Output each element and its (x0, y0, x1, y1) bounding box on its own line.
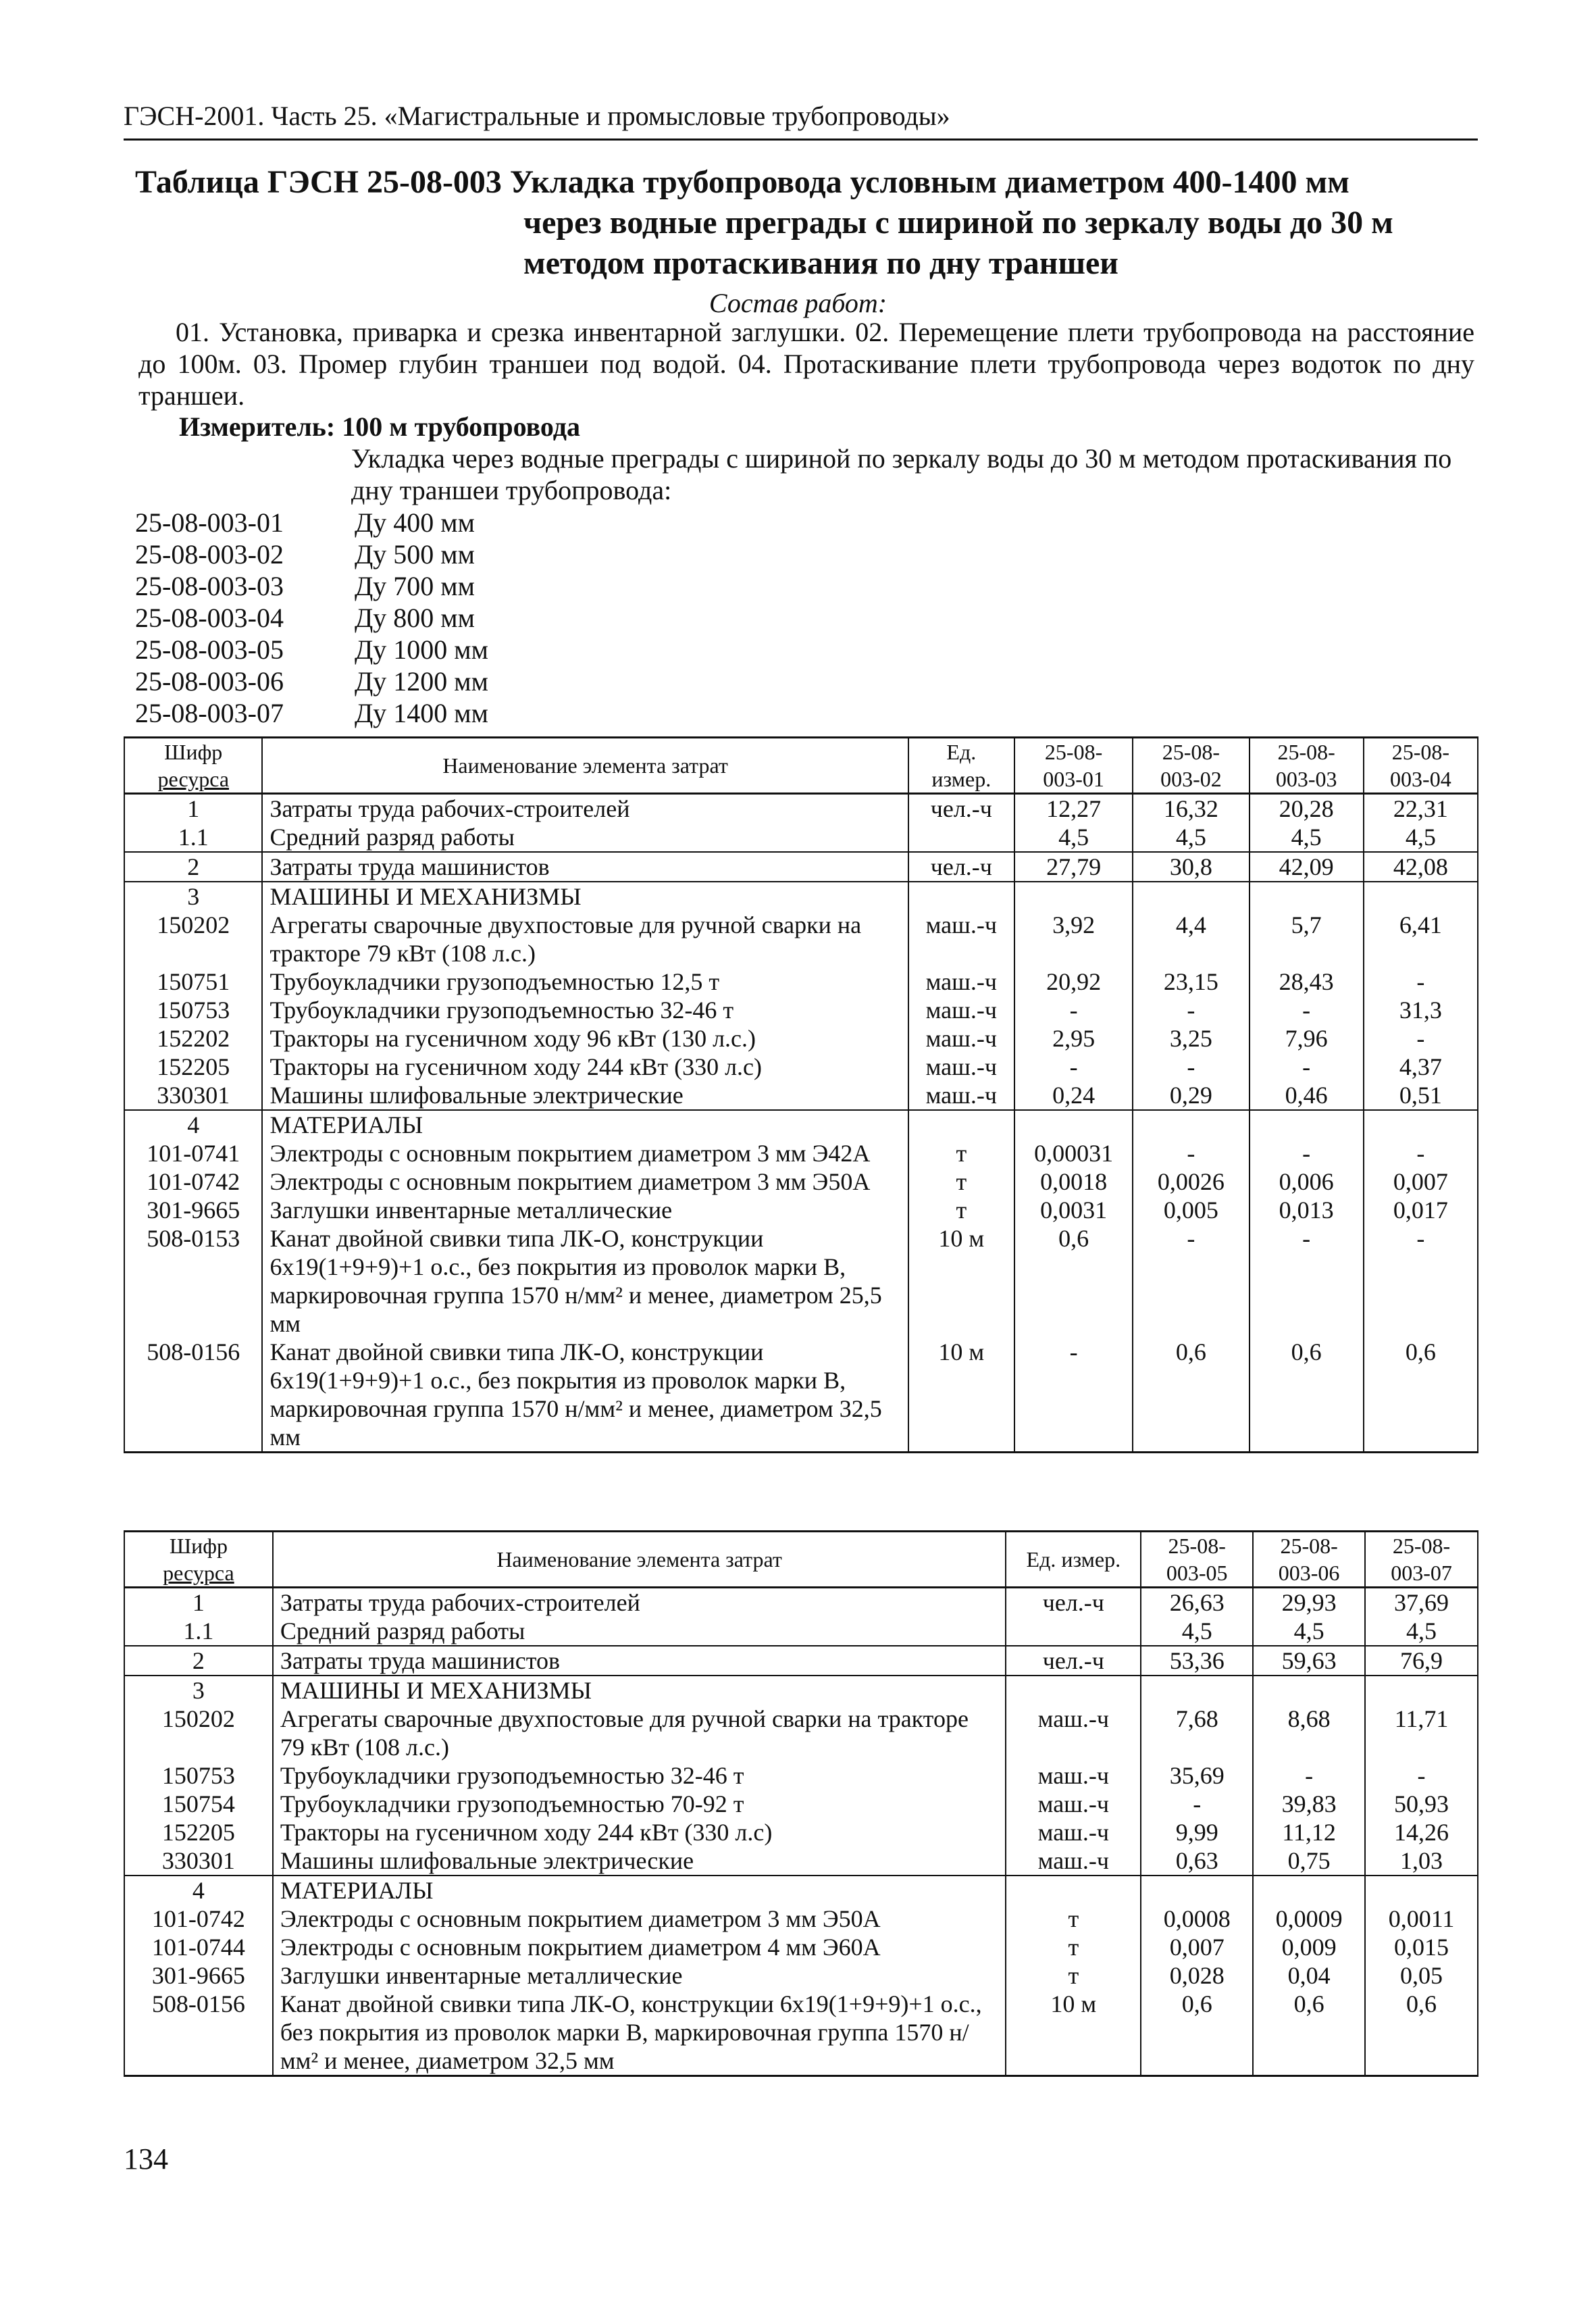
table-row (124, 1617, 1478, 1646)
code-description: Ду 500 мм (355, 539, 475, 570)
unit-cell: 10 м (1006, 1990, 1141, 2076)
title-line-1: Таблица ГЭСН 25-08-003 Укладка трубопровода условным диаметром 400-1400 мм (135, 164, 1349, 200)
value-cell: 0,05 (1365, 1961, 1478, 1990)
value-cell: 30,8 (1133, 852, 1249, 882)
cost-element-name: Канат двойной свивки типа ЛК-О, конструкции 6х19(1+9+9)+1 о.с., без покрытия из проволок марки В, маркировочная группа 1570 н/мм² и менее, диаметром 25,5 мм (262, 1224, 908, 1338)
cost-element-name: Электроды с основным покрытием диаметром 3 мм Э50А (273, 1905, 1006, 1933)
header-name: Наименование элемента затрат (273, 1532, 1006, 1588)
value-cell: 8,68 (1253, 1705, 1365, 1761)
measure-unit: Измеритель: 100 м трубопровода (179, 411, 580, 442)
table-row (124, 882, 1478, 911)
value-cell: - (1014, 996, 1133, 1024)
title-line-2: через водные преграды с шириной по зеркалу воды до 30 м (523, 205, 1393, 241)
value-cell: 4,5 (1253, 1617, 1365, 1646)
unit-cell: т (1006, 1933, 1141, 1961)
unit-cell: т (908, 1139, 1014, 1167)
table-row (124, 1905, 1478, 1933)
value-cell (1014, 1110, 1133, 1139)
resource-code: 152205 (124, 1053, 262, 1081)
cost-element-name: МАШИНЫ И МЕХАНИЗМЫ (262, 882, 908, 911)
value-cell (1365, 1676, 1478, 1705)
code-description: Ду 1200 мм (355, 666, 488, 697)
code-description: Ду 1400 мм (355, 698, 488, 728)
header-norm-code-bottom: 003-01 (1043, 767, 1104, 791)
table-row (124, 1081, 1478, 1110)
unit-cell (908, 882, 1014, 911)
value-cell: 59,63 (1253, 1646, 1365, 1676)
value-cell: 4,4 (1133, 911, 1249, 967)
value-cell: 0,0018 (1014, 1167, 1133, 1196)
unit-cell: т (908, 1167, 1014, 1196)
unit-cell: 10 м (908, 1224, 1014, 1338)
unit-cell: 10 м (908, 1338, 1014, 1453)
composition-label: Состав работ: (709, 288, 887, 318)
unit-cell: маш.-ч (908, 996, 1014, 1024)
value-cell: 37,69 (1365, 1588, 1478, 1617)
unit-cell: маш.-ч (908, 967, 1014, 996)
running-header: ГЭСН-2001. Часть 25. «Магистральные и промысловые трубопроводы» (124, 101, 950, 131)
value-cell: - (1364, 967, 1478, 996)
cost-element-name: Агрегаты сварочные двухпостовые для ручной сварки на тракторе 79 кВт (108 л.с.) (273, 1705, 1006, 1761)
header-norm-code (1141, 1532, 1253, 1588)
header-norm-code-top: 25-08- (1162, 740, 1220, 764)
cost-element-name: Затраты труда машинистов (273, 1646, 1006, 1676)
table-row (124, 852, 1478, 882)
code-number: 25-08-003-02 (135, 539, 284, 570)
value-cell: 0,24 (1014, 1081, 1133, 1110)
value-cell: 4,5 (1250, 823, 1364, 852)
value-cell: 16,32 (1133, 794, 1249, 824)
value-cell: 0,009 (1253, 1933, 1365, 1961)
value-cell: 0,6 (1250, 1338, 1364, 1453)
resource-code: 508-0156 (124, 1990, 273, 2076)
header-norm-code-top: 25-08- (1277, 740, 1335, 764)
resource-code: 150751 (124, 967, 262, 996)
resource-code: 150202 (124, 1705, 273, 1761)
value-cell: 29,93 (1253, 1588, 1365, 1617)
value-cell (1253, 1676, 1365, 1705)
unit-cell (908, 1110, 1014, 1139)
value-cell: 0,0008 (1141, 1905, 1253, 1933)
header-norm-code-top: 25-08- (1168, 1534, 1226, 1558)
value-cell: 27,79 (1014, 852, 1133, 882)
cost-element-name: Средний разряд работы (262, 823, 908, 852)
value-cell: 9,99 (1141, 1818, 1253, 1846)
value-cell: 4,5 (1014, 823, 1133, 852)
value-cell: 76,9 (1365, 1646, 1478, 1676)
header-norm-code-bottom: 003-06 (1278, 1561, 1340, 1585)
value-cell (1364, 882, 1478, 911)
value-cell: 0,6 (1365, 1990, 1478, 2076)
unit-cell: маш.-ч (908, 1053, 1014, 1081)
value-cell: 0,00031 (1014, 1139, 1133, 1167)
code-number: 25-08-003-06 (135, 666, 284, 697)
table-row (124, 1876, 1478, 1905)
table-row (124, 1224, 1478, 1338)
value-cell: 0,017 (1364, 1196, 1478, 1224)
value-cell: 0,04 (1253, 1961, 1365, 1990)
table-row (124, 1196, 1478, 1224)
page-number: 134 (124, 2142, 168, 2175)
header-unit: Ед. измер. (908, 738, 1014, 794)
value-cell (1365, 1876, 1478, 1905)
resource-code: 152202 (124, 1024, 262, 1053)
header-norm-code-top: 25-08- (1391, 740, 1450, 764)
table-row (124, 1990, 1478, 2076)
work-composition-text: 01. Установка, приварка и срезка инвентарной заглушки. 02. Перемещение плети трубопровода на расстояние до 100м. 03. Промер глубин траншеи под водой. 04. Протаскивание плети трубопровода через водоток по дну траншеи. (138, 317, 1474, 411)
value-cell: 50,93 (1365, 1790, 1478, 1818)
value-cell: 0,007 (1364, 1167, 1478, 1196)
header-norm-code (1365, 1532, 1478, 1588)
value-cell: 39,83 (1253, 1790, 1365, 1818)
value-cell: 0,6 (1253, 1990, 1365, 2076)
unit-cell: маш.-ч (908, 1081, 1014, 1110)
code-number: 25-08-003-01 (135, 507, 284, 538)
cost-element-name: Электроды с основным покрытием диаметром 4 мм Э60А (273, 1933, 1006, 1961)
value-cell: 0,29 (1133, 1081, 1249, 1110)
value-cell: 3,92 (1014, 911, 1133, 967)
cost-element-name: Канат двойной свивки типа ЛК-О, конструкции 6х19(1+9+9)+1 о.с., без покрытия из проволок марки В, маркировочная группа 1570 н/мм² и менее, диаметром 32,5 мм (262, 1338, 908, 1453)
value-cell: 4,5 (1133, 823, 1249, 852)
header-norm-code (1014, 738, 1133, 794)
value-cell: 23,15 (1133, 967, 1249, 996)
header-norm-code-bottom: 003-03 (1275, 767, 1337, 791)
value-cell: 4,5 (1365, 1617, 1478, 1646)
cost-element-name: Трубоукладчики грузоподъемностью 70-92 т (273, 1790, 1006, 1818)
resource-code: 1.1 (124, 1617, 273, 1646)
unit-cell: маш.-ч (1006, 1761, 1141, 1790)
header-norm-code-bottom: 003-02 (1160, 767, 1222, 791)
header-norm-code (1133, 738, 1249, 794)
cost-element-name: МАТЕРИАЛЫ (262, 1110, 908, 1139)
code-description: Ду 800 мм (355, 603, 475, 633)
cost-element-name: Затраты труда рабочих-строителей (262, 794, 908, 824)
table-row (124, 1790, 1478, 1818)
value-cell: 53,36 (1141, 1646, 1253, 1676)
value-cell: - (1250, 1053, 1364, 1081)
resource-code: 150753 (124, 1761, 273, 1790)
norms-table-1 (124, 736, 1478, 1453)
value-cell: - (1250, 1224, 1364, 1338)
unit-cell (1006, 1876, 1141, 1905)
table-row (124, 1053, 1478, 1081)
value-cell: 4,5 (1364, 823, 1478, 852)
table-row (124, 1705, 1478, 1761)
header-norm-code-bottom: 003-05 (1166, 1561, 1228, 1585)
unit-cell: т (1006, 1961, 1141, 1990)
header-norm-code-top: 25-08- (1280, 1534, 1338, 1558)
table-row (124, 996, 1478, 1024)
resource-code: 101-0742 (124, 1167, 262, 1196)
value-cell: 0,0009 (1253, 1905, 1365, 1933)
cost-element-name: Тракторы на гусеничном ходу 96 кВт (130 л.с.) (262, 1024, 908, 1053)
value-cell: 0,46 (1250, 1081, 1364, 1110)
table-row (124, 1761, 1478, 1790)
code-list-item (135, 570, 488, 602)
value-cell: - (1014, 1053, 1133, 1081)
cost-element-name: Электроды с основным покрытием диаметром 3 мм Э50А (262, 1167, 908, 1196)
value-cell: 22,31 (1364, 794, 1478, 824)
value-cell: 0,0031 (1014, 1196, 1133, 1224)
cost-element-name: Трубоукладчики грузоподъемностью 32-46 т (262, 996, 908, 1024)
table-row (124, 1646, 1478, 1676)
table-row (124, 1338, 1478, 1453)
value-cell: 4,5 (1141, 1617, 1253, 1646)
unit-cell (1006, 1617, 1141, 1646)
unit-cell: маш.-ч (908, 1024, 1014, 1053)
unit-cell (1006, 1676, 1141, 1705)
value-cell: 7,96 (1250, 1024, 1364, 1053)
value-cell (1250, 882, 1364, 911)
unit-cell: маш.-ч (1006, 1705, 1141, 1761)
table-row (124, 1167, 1478, 1196)
code-list-item (135, 634, 488, 665)
code-number: 25-08-003-04 (135, 603, 284, 633)
value-cell: 42,09 (1250, 852, 1364, 882)
unit-cell: маш.-ч (1006, 1790, 1141, 1818)
cost-element-name: Средний разряд работы (273, 1617, 1006, 1646)
table-row (124, 1676, 1478, 1705)
value-cell: 0,51 (1364, 1081, 1478, 1110)
value-cell: 0,0026 (1133, 1167, 1249, 1196)
unit-cell: маш.-ч (908, 911, 1014, 967)
cost-element-name: Заглушки инвентарные металлические (273, 1961, 1006, 1990)
table-row (124, 1139, 1478, 1167)
resource-code: 4 (124, 1876, 273, 1905)
value-cell (1250, 1110, 1364, 1139)
unit-cell: чел.-ч (908, 794, 1014, 824)
value-cell: 12,27 (1014, 794, 1133, 824)
value-cell (1133, 1110, 1249, 1139)
cost-element-name: Тракторы на гусеничном ходу 244 кВт (330 л.с) (273, 1818, 1006, 1846)
value-cell: 11,12 (1253, 1818, 1365, 1846)
cost-element-name: Трубоукладчики грузоподъемностью 32-46 т (273, 1761, 1006, 1790)
cost-element-name: Агрегаты сварочные двухпостовые для ручной сварки на тракторе 79 кВт (108 л.с.) (262, 911, 908, 967)
resource-code: 508-0156 (124, 1338, 262, 1453)
resource-code: 101-0741 (124, 1139, 262, 1167)
header-code (124, 1532, 273, 1588)
value-cell: - (1133, 996, 1249, 1024)
value-cell: - (1364, 1224, 1478, 1338)
header-norm-code-bottom: 003-04 (1390, 767, 1451, 791)
code-description: Ду 1000 мм (355, 634, 488, 665)
code-number: 25-08-003-05 (135, 634, 284, 665)
value-cell: 0,75 (1253, 1846, 1365, 1876)
value-cell (1364, 1110, 1478, 1139)
code-number: 25-08-003-07 (135, 698, 284, 728)
value-cell: 20,28 (1250, 794, 1364, 824)
value-cell (1141, 1676, 1253, 1705)
table-title (135, 162, 1479, 284)
value-cell: 3,25 (1133, 1024, 1249, 1053)
value-cell: - (1365, 1761, 1478, 1790)
title-line-3: методом протаскивания по дну траншеи (523, 245, 1118, 281)
resource-code: 301-9665 (124, 1196, 262, 1224)
cost-element-name: Заглушки инвентарные металлические (262, 1196, 908, 1224)
value-cell: - (1133, 1224, 1249, 1338)
code-description: Ду 700 мм (355, 571, 475, 601)
table-row (124, 794, 1478, 824)
value-cell: 0,005 (1133, 1196, 1249, 1224)
cost-element-name: Трубоукладчики грузоподъемностью 12,5 т (262, 967, 908, 996)
value-cell: 0,6 (1133, 1338, 1249, 1453)
cost-element-name: Машины шлифовальные электрические (262, 1081, 908, 1110)
table-row (124, 1588, 1478, 1617)
header-code-top: Шифр (169, 1534, 228, 1558)
value-cell: 6,41 (1364, 911, 1478, 967)
value-cell: 20,92 (1014, 967, 1133, 996)
code-list-item (135, 697, 488, 729)
resource-code: 508-0153 (124, 1224, 262, 1338)
value-cell: - (1133, 1053, 1249, 1081)
value-cell: 0,006 (1250, 1167, 1364, 1196)
header-norm-code (1250, 738, 1364, 794)
header-norm-code (1364, 738, 1478, 794)
value-cell: 1,03 (1365, 1846, 1478, 1876)
resource-code: 1.1 (124, 823, 262, 852)
resource-code: 150202 (124, 911, 262, 967)
code-number: 25-08-003-03 (135, 571, 284, 601)
resource-code: 150753 (124, 996, 262, 1024)
cost-element-name: Машины шлифовальные электрические (273, 1846, 1006, 1876)
value-cell (1014, 882, 1133, 911)
value-cell: 42,08 (1364, 852, 1478, 882)
value-cell (1253, 1876, 1365, 1905)
value-cell: 0,015 (1365, 1933, 1478, 1961)
value-cell: 11,71 (1365, 1705, 1478, 1761)
value-cell: 0,6 (1364, 1338, 1478, 1453)
value-cell: - (1364, 1024, 1478, 1053)
value-cell: 14,26 (1365, 1818, 1478, 1846)
value-cell: 7,68 (1141, 1705, 1253, 1761)
resource-code: 4 (124, 1110, 262, 1139)
header-code-top: Шифр (164, 740, 223, 764)
header-unit: Ед. измер. (1006, 1532, 1141, 1588)
code-list-item (135, 507, 488, 538)
value-cell: 0,013 (1250, 1196, 1364, 1224)
table-row (124, 1961, 1478, 1990)
header-norm-code-bottom: 003-07 (1391, 1561, 1452, 1585)
resource-code: 101-0744 (124, 1933, 273, 1961)
header-code-bottom: ресурса (157, 767, 230, 791)
header-norm-code-top: 25-08- (1044, 740, 1103, 764)
header-code-bottom: ресурса (163, 1561, 234, 1585)
resource-code: 301-9665 (124, 1961, 273, 1990)
resource-code: 3 (124, 882, 262, 911)
unit-cell: чел.-ч (908, 852, 1014, 882)
unit-cell: т (908, 1196, 1014, 1224)
cost-element-name: Канат двойной свивки типа ЛК-О, конструкции 6х19(1+9+9)+1 о.с., без покрытия из проволок марки В, маркировочная группа 1570 н/мм² и менее, диаметром 32,5 мм (273, 1990, 1006, 2076)
unit-cell: маш.-ч (1006, 1846, 1141, 1876)
table-row (124, 1846, 1478, 1876)
value-cell: - (1014, 1338, 1133, 1453)
value-cell: 0,63 (1141, 1846, 1253, 1876)
value-cell: 0,0011 (1365, 1905, 1478, 1933)
resource-code: 2 (124, 852, 262, 882)
value-cell: - (1141, 1790, 1253, 1818)
value-cell: 35,69 (1141, 1761, 1253, 1790)
value-cell: 26,63 (1141, 1588, 1253, 1617)
code-list-item (135, 602, 488, 634)
value-cell: 5,7 (1250, 911, 1364, 967)
table-row (124, 823, 1478, 852)
cost-element-name: Затраты труда машинистов (262, 852, 908, 882)
resource-code: 150754 (124, 1790, 273, 1818)
table-row (124, 1024, 1478, 1053)
value-cell: - (1250, 996, 1364, 1024)
value-cell: 0,007 (1141, 1933, 1253, 1961)
resource-code: 330301 (124, 1081, 262, 1110)
cost-element-name: Затраты труда рабочих-строителей (273, 1588, 1006, 1617)
header-rule (124, 139, 1478, 141)
value-cell: - (1133, 1139, 1249, 1167)
value-cell: - (1250, 1139, 1364, 1167)
resource-code: 1 (124, 1588, 273, 1617)
resource-code: 101-0742 (124, 1905, 273, 1933)
header-norm-code (1253, 1532, 1365, 1588)
cost-element-name: Тракторы на гусеничном ходу 244 кВт (330 л.с) (262, 1053, 908, 1081)
unit-cell: т (1006, 1905, 1141, 1933)
header-code (124, 738, 262, 794)
value-cell: 0,028 (1141, 1961, 1253, 1990)
resource-code: 2 (124, 1646, 273, 1676)
cost-element-name: МАШИНЫ И МЕХАНИЗМЫ (273, 1676, 1006, 1705)
unit-cell: чел.-ч (1006, 1646, 1141, 1676)
value-cell: - (1364, 1139, 1478, 1167)
table-row (124, 911, 1478, 967)
resource-code: 330301 (124, 1846, 273, 1876)
header-norm-code-top: 25-08- (1392, 1534, 1451, 1558)
value-cell (1133, 882, 1249, 911)
unit-cell (908, 823, 1014, 852)
value-cell: 0,6 (1014, 1224, 1133, 1338)
value-cell: 31,3 (1364, 996, 1478, 1024)
value-cell (1141, 1876, 1253, 1905)
table-row (124, 1933, 1478, 1961)
code-list (135, 507, 488, 729)
table-row (124, 1110, 1478, 1139)
table-row (124, 1818, 1478, 1846)
header-name: Наименование элемента затрат (262, 738, 908, 794)
value-cell: 0,6 (1141, 1990, 1253, 2076)
value-cell: 28,43 (1250, 967, 1364, 996)
value-cell: 2,95 (1014, 1024, 1133, 1053)
code-list-item (135, 665, 488, 697)
resource-code: 3 (124, 1676, 273, 1705)
unit-cell: маш.-ч (1006, 1818, 1141, 1846)
resource-code: 1 (124, 794, 262, 824)
table-caption: Укладка через водные преграды с шириной по зеркалу воды до 30 м методом протаскивания по дну траншеи трубопровода: (351, 443, 1452, 505)
code-list-item (135, 538, 488, 570)
cost-element-name: МАТЕРИАЛЫ (273, 1876, 1006, 1905)
resource-code: 152205 (124, 1818, 273, 1846)
unit-cell: чел.-ч (1006, 1588, 1141, 1617)
value-cell: 4,37 (1364, 1053, 1478, 1081)
norms-table-2 (124, 1530, 1478, 2077)
code-description: Ду 400 мм (355, 507, 475, 538)
value-cell: - (1253, 1761, 1365, 1790)
table-row (124, 967, 1478, 996)
cost-element-name: Электроды с основным покрытием диаметром 3 мм Э42А (262, 1139, 908, 1167)
